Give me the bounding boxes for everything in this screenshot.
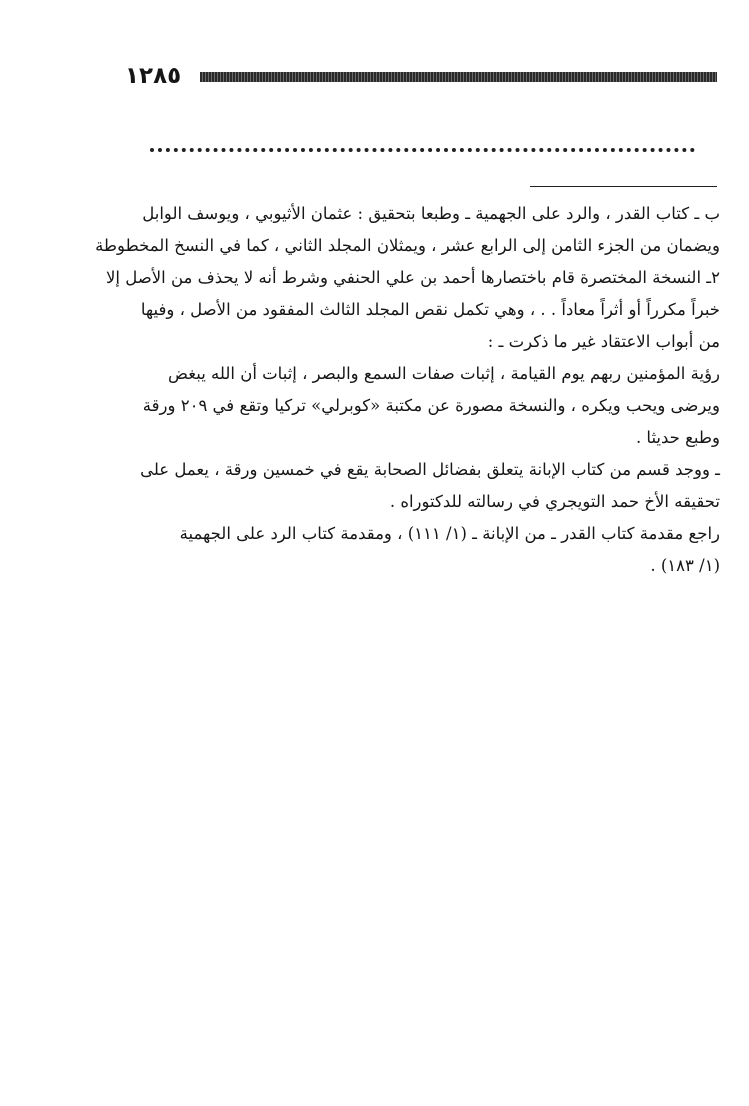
footnote-text-block: [95, 198, 720, 582]
footnote-line: رؤية المؤمنين ربهم يوم القيامة ، إثبات صفات السمع والبصر ، إثبات أن الله يبغض: [168, 364, 720, 383]
dotted-separator: [150, 148, 695, 152]
page-number: ١٢٨٥: [125, 63, 182, 89]
footnote-line: خبراً مكرراً أو أثراً معاداً . . ، وهي تكمل نقص المجلد الثالث المفقود من الأصل ، وفيها: [140, 300, 720, 319]
footnote-line: وطبع حديثا .: [635, 428, 720, 447]
footnote-line: ـ ووجد قسم من كتاب الإبانة يتعلق بفضائل الصحابة يقع في خمسين ورقة ، يعمل على: [140, 460, 720, 479]
footnote-line: من أبواب الاعتقاد غير ما ذكرت ـ :: [487, 332, 720, 351]
footnote-line: ب ـ كتاب القدر ، والرد على الجهمية ـ وطبعا بتحقيق : عثمان الأثيوبي ، ويوسف الوابل: [142, 204, 720, 223]
footnote-line: (١/ ١٨٣) .: [650, 556, 720, 575]
footnote-rule: [530, 186, 717, 187]
footnote-line: ٢ـ النسخة المختصرة قام باختصارها أحمد بن علي الحنفي وشرط أنه لا يحذف من الأصل إلا: [105, 268, 720, 287]
footnote-line: ويضمان من الجزء الثامن إلى الرابع عشر ، ويمثلان المجلد الثاني ، كما في النسخ المخطوطة: [95, 236, 720, 255]
footnote-line: راجع مقدمة كتاب القدر ـ من الإبانة ـ (١/ ١١١) ، ومقدمة كتاب الرد على الجهمية: [179, 524, 720, 543]
footnote-line: تحقيقه الأخ حمد التويجري في رسالته للدكتوراه .: [389, 492, 720, 511]
footnote-line: ويرضى ويحب ويكره ، والنسخة مصورة عن مكتبة «كوبرلي» تركيا وتقع في ٢٠٩ ورقة: [142, 396, 720, 415]
header-rule: [200, 72, 717, 82]
